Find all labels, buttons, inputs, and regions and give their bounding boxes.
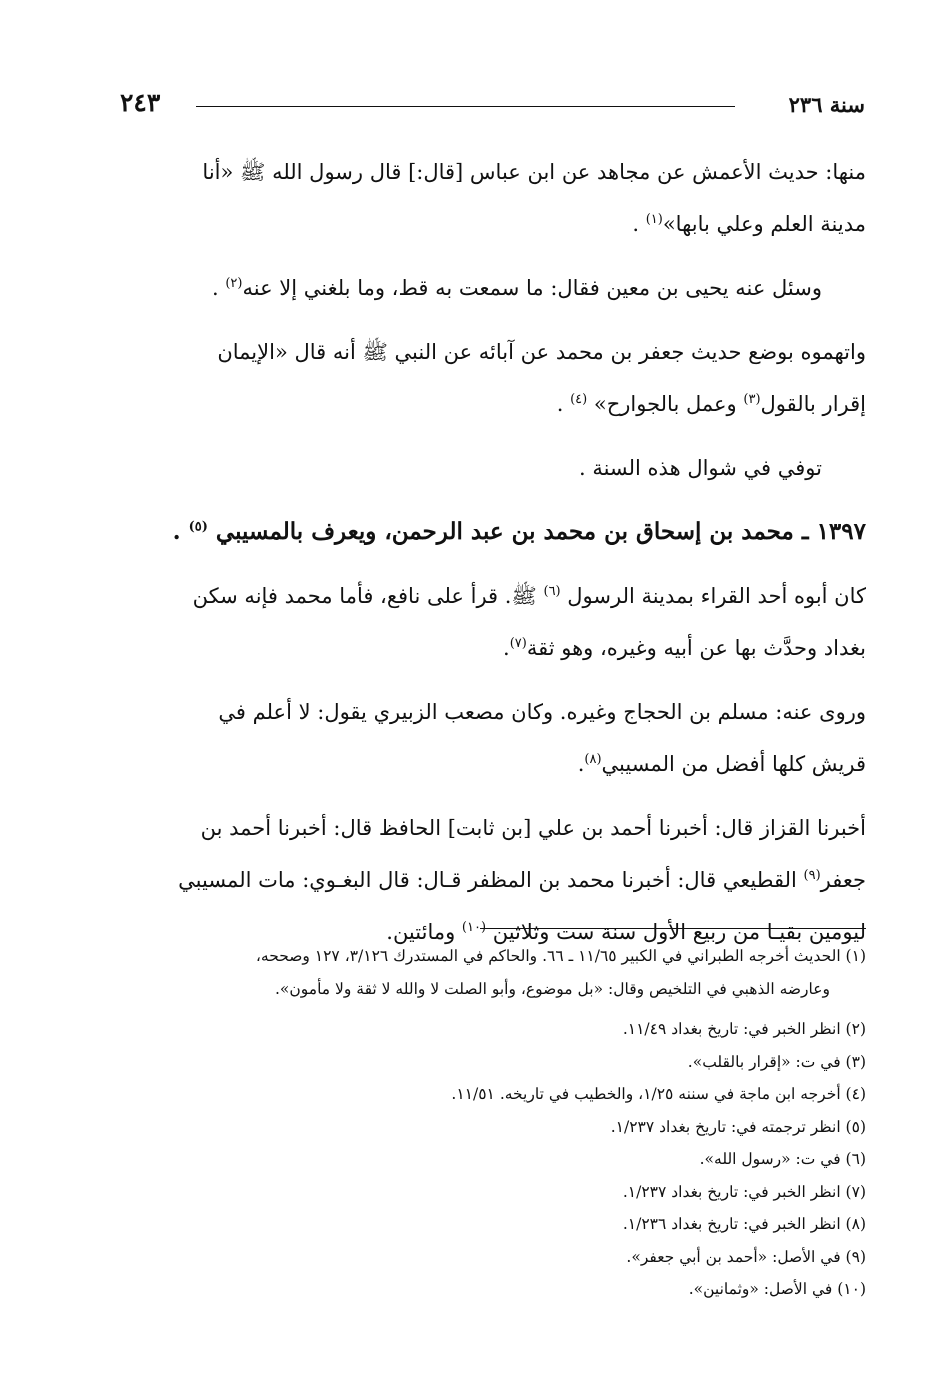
entry-paragraph-3-line-1: أخبرنا القزاز قال: أخبرنا أحمد بن علي [بن ثابت] الحافظ قال: أخبرنا أحمد بن bbox=[200, 816, 866, 840]
paragraph-3-end: . bbox=[556, 392, 571, 416]
entry-paragraph-3-line-3b: ومائتين. bbox=[386, 920, 462, 944]
paragraph-1 bbox=[120, 146, 866, 250]
page-number: ٢٤٣ bbox=[120, 88, 161, 117]
footnote-ref-10: (١٠) bbox=[461, 920, 487, 935]
entry-paragraph-2 bbox=[120, 686, 866, 790]
footnote-4: (٤) أخرجه ابن ماجة في سننه ١/٢٥، والخطيب في تاريخه. ١١/٥١. bbox=[451, 1085, 866, 1103]
footnote-9: (٩) في الأصل: «أحمد بن أبي جعفر». bbox=[626, 1247, 866, 1266]
paragraph-2-text: وسئل عنه يحيى بن معين فقال: ما سمعت به قط، وما بلغني إلا عنه bbox=[242, 276, 822, 300]
running-header bbox=[120, 88, 865, 124]
footnote-ref-5: (٥) bbox=[188, 519, 208, 535]
entry-heading-end: . bbox=[172, 518, 189, 545]
footnote-ref-4: (٤) bbox=[570, 392, 588, 407]
entry-title: ـ محمد بن إسحاق بن محمد بن عبد الرحمن، ويعرف بالمسيبي bbox=[207, 518, 817, 545]
entry-paragraph-2-line-2: قريش كلها أفضل من المسيبي bbox=[601, 752, 866, 776]
footnote-8: (٨) انظر الخبر في: تاريخ بغداد ١/٢٣٦. bbox=[622, 1215, 866, 1233]
header-rule bbox=[196, 106, 735, 107]
entry-paragraph-3-line-2a: جعفر bbox=[820, 868, 866, 892]
paragraph-1-line-1: منها: حديث الأعمش عن مجاهد عن ابن عباس [قال:] قال رسول الله ﷺ «أنا bbox=[202, 160, 866, 184]
paragraph-2 bbox=[120, 262, 866, 314]
footnote-ref-6: (٦) bbox=[543, 584, 561, 599]
header-year: سنة ٢٣٦ bbox=[788, 92, 865, 117]
entry-paragraph-2-end: . bbox=[577, 752, 585, 776]
footnote-2: (٢) انظر الخبر في: تاريخ بغداد ١١/٤٩. bbox=[622, 1020, 866, 1038]
entry-paragraph-3-line-3a: ليومين بقيـا من ربيع الأول سنة ست وثلاثين bbox=[486, 920, 866, 944]
footnotes bbox=[120, 940, 866, 1306]
paragraph-3 bbox=[120, 326, 866, 430]
footnote-10: (١٠) في الأصل: «وثمانين». bbox=[688, 1280, 866, 1298]
paragraph-3-line-1: واتهموه بوضع حديث جعفر بن محمد عن آبائه عن النبي ﷺ أنه قال «الإيمان bbox=[217, 340, 866, 364]
footnote-gap bbox=[120, 1005, 866, 1013]
entry-number: ١٣٩٧ bbox=[816, 518, 866, 545]
footnote-5: (٥) انظر ترجمته في: تاريخ بغداد ١/٢٣٧. bbox=[610, 1117, 866, 1136]
footnote-separator bbox=[480, 928, 866, 929]
footnote-ref-1: (١) bbox=[645, 212, 663, 227]
footnote-ref-7: (٧) bbox=[509, 636, 527, 651]
footnote-1-line-1: (١) الحديث أخرجه الطبراني في الكبير ١١/٦٥ ـ ٦٦. والحاكم في المستدرك ٣/١٢٦، ١٢٧ وصححه، bbox=[255, 947, 866, 965]
entry-paragraph-1-line-2: بغداد وحدَّث بها عن أبيه وغيره، وهو ثقة bbox=[526, 636, 866, 660]
entry-paragraph-1-line-1a: كان أبوه أحد القراء بمدينة الرسول bbox=[560, 584, 866, 608]
paragraph-1-line-2: مدينة العلم وعلي بابها» bbox=[662, 212, 866, 236]
paragraph-3-line-2a: إقرار بالقول bbox=[760, 392, 866, 416]
paragraph-1-end: . bbox=[632, 212, 646, 236]
entry-paragraph-1-end: . bbox=[503, 636, 510, 660]
footnote-3: (٣) في ت: «إقرار بالقلب». bbox=[687, 1052, 866, 1071]
footnote-ref-2: (٢) bbox=[225, 276, 243, 291]
paragraph-3-line-2b: وعمل بالجوارح» bbox=[587, 392, 744, 416]
footnote-ref-8: (٨) bbox=[584, 752, 602, 767]
entry-paragraph-2-line-1: وروى عنه: مسلم بن الحجاج وغيره. وكان مصعب الزبيري يقول: لا أعلم في bbox=[218, 700, 866, 724]
footnote-1-line-2: وعارضه الذهبي في التلخيص وقال: «بل موضوع، وأبو الصلت لا والله لا ثقة ولا مأمون». bbox=[274, 979, 830, 998]
entry-paragraph-1 bbox=[120, 570, 866, 674]
entry-paragraph-3-line-2b: القطيعي قال: أخبرنا محمد بن المظفر قـال: قال البغـوي: مات المسيبي bbox=[178, 868, 804, 892]
main-text bbox=[120, 146, 866, 970]
footnote-7: (٧) انظر الخبر في: تاريخ بغداد ١/٢٣٧. bbox=[622, 1182, 866, 1201]
paragraph-2-end: . bbox=[211, 276, 226, 300]
paragraph-4-text: توفي في شوال هذه السنة . bbox=[578, 456, 822, 480]
footnote-ref-9: (٩) bbox=[803, 868, 821, 883]
entry-heading bbox=[120, 506, 866, 558]
paragraph-4 bbox=[120, 442, 866, 494]
entry-paragraph-3 bbox=[120, 802, 866, 958]
footnote-ref-3: (٣) bbox=[743, 392, 761, 407]
footnote-6: (٦) في ت: «رسول الله». bbox=[699, 1150, 866, 1168]
entry-paragraph-1-line-1b: ﷺ. قرأ على نافع، فأما محمد فإنه سكن bbox=[192, 584, 544, 608]
